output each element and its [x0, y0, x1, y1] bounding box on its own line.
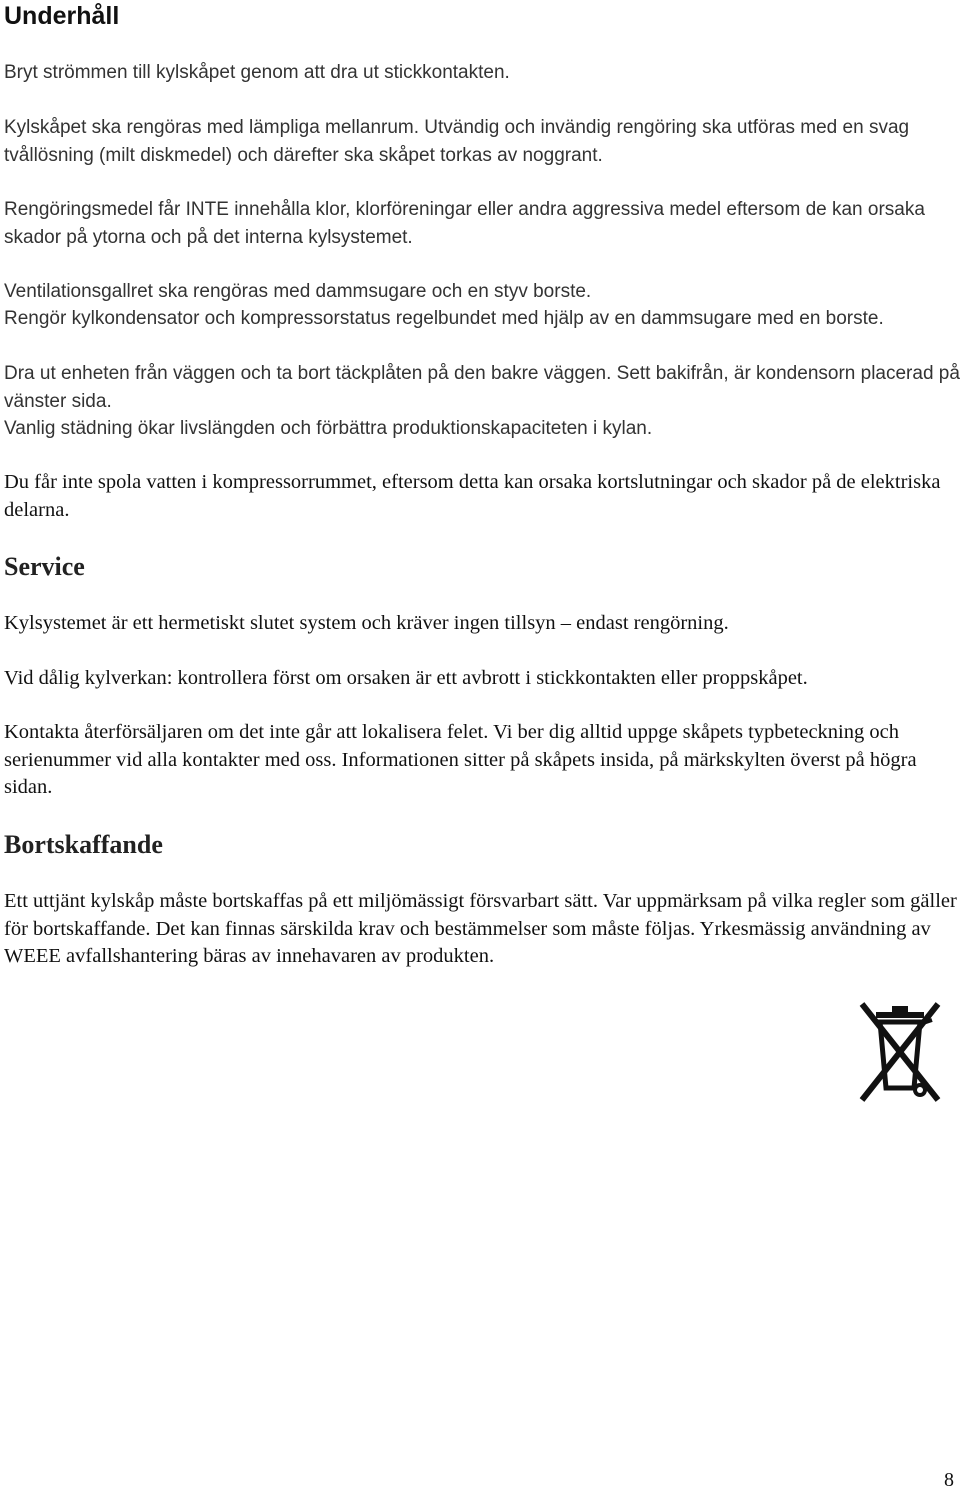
paragraph-contact-dealer: Kontakta återförsäljaren om det inte går att lokalisera felet. Vi ber dig alltid uppge skåpets typbeteckning och serienummer vid alla kontakter med oss. Informationen sitter på skåpets insida, på märkskylten överst på högra sidan.	[4, 721, 917, 798]
paragraph-unplug: Bryt strömmen till kylskåpet genom att dra ut stickkontakten.	[4, 62, 510, 83]
page-number: 8	[944, 1469, 954, 1491]
paragraph-poor-cooling: Vid dålig kylverkan: kontrollera först om orsaken är ett avbrott i stickkontakten eller proppskåpet.	[4, 667, 808, 689]
paragraph-ventilation: Ventilationsgallret ska rengöras med dammsugare och en styv borste.	[4, 281, 592, 302]
paragraph-hermetic: Kylsystemet är ett hermetiskt slutet system och kräver ingen tillsyn – endast rengörning.	[4, 612, 729, 634]
crossed-out-wheelie-bin-icon	[858, 996, 942, 1108]
paragraph-condenser: Rengör kylkondensator och kompressorstatus regelbundet med hjälp av en dammsugare med en borste.	[4, 308, 884, 329]
paragraph-cleaning: Kylskåpet ska rengöras med lämpliga mellanrum. Utvändig och invändig rengöring ska utföras med en svag tvållösning (milt diskmedel) och därefter ska skåpet torkas av noggrant.	[4, 117, 910, 166]
paragraph-detergent: Rengöringsmedel får INTE innehålla klor, klorföreningar eller andra aggressiva medel eftersom de kan orsaka skador på ytorna och på det interna kylsystemet.	[4, 199, 925, 248]
paragraph-no-water: Du får inte spola vatten i kompressorrummet, eftersom detta kan orsaka kortslutningar och skador på de elektriska delarna.	[4, 471, 941, 521]
heading-underhall: Underhåll	[4, 2, 120, 30]
heading-bortskaffande: Bortskaffande	[4, 830, 163, 859]
paragraph-regular-cleaning: Vanlig städning ökar livslängden och förbättra produktionskapaciteten i kylan.	[4, 418, 653, 439]
paragraph-disposal: Ett uttjänt kylskåp måste bortskaffas på ett miljömässigt försvarbart sätt. Var uppmärksam på vilka regler som gäller för bortskaffande. Det kan finnas särskilda krav och bestämmelser som måste följas. Yrkesmässig användning av WEEE avfallshantering bäras av innehavaren av produkten.	[4, 890, 957, 967]
heading-service: Service	[4, 552, 85, 581]
paragraph-cover-plate: Dra ut enheten från väggen och ta bort täckplåten på den bakre väggen. Sett bakifrån, är kondensorn placerad på vänster sida.	[4, 363, 960, 412]
